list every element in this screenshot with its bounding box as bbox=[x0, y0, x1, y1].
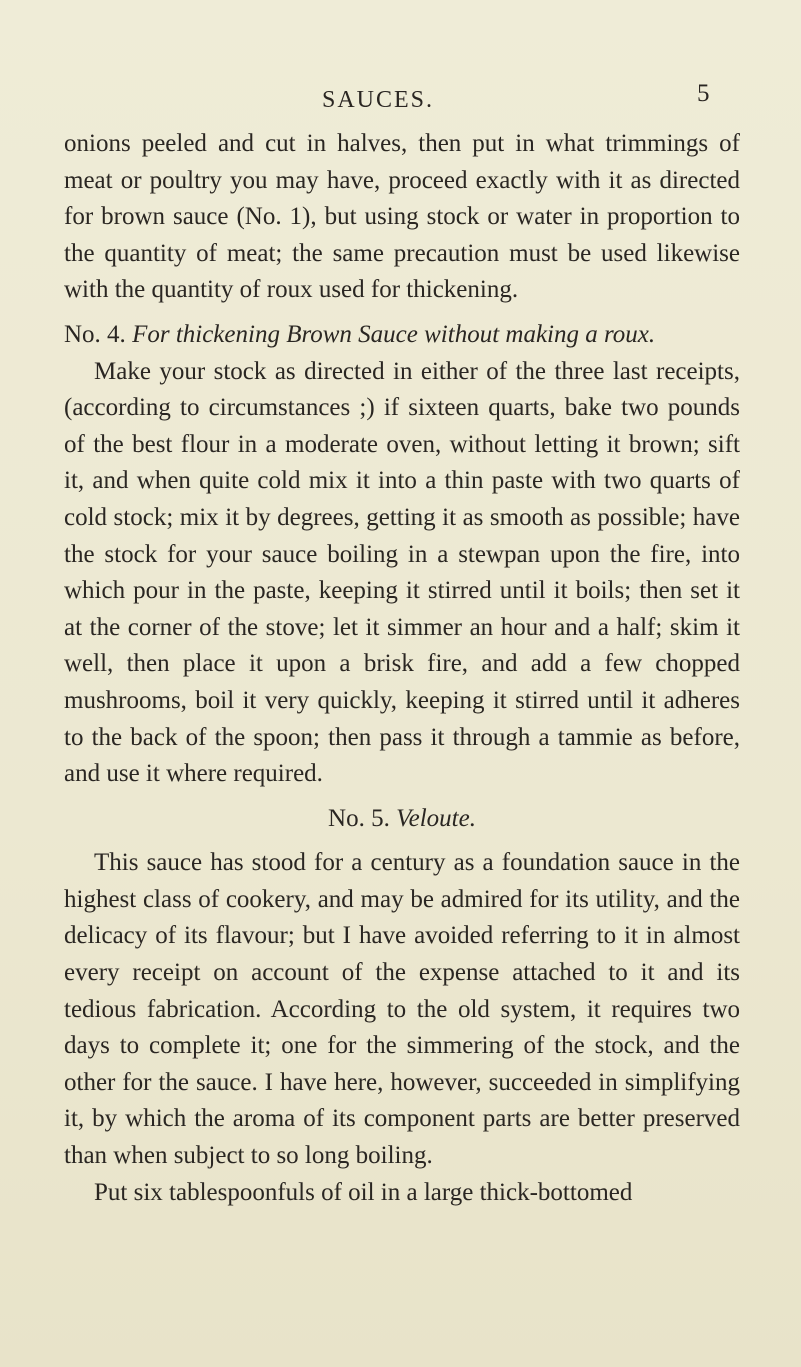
recipe-5-title: Veloute. bbox=[396, 804, 476, 832]
body-text bbox=[64, 126, 740, 1211]
recipe-4-title: For thickening Brown Sauce without making a roux. bbox=[132, 320, 656, 348]
recipe-5-number: No. 5. bbox=[328, 804, 390, 832]
recipe-5-text-continued: Put six tablespoonfuls of oil in a large thick-bottomed bbox=[94, 1178, 633, 1206]
recipe-4-number: No. 4. bbox=[64, 320, 126, 348]
recipe-5-heading bbox=[64, 801, 740, 838]
recipe-5-text: This sauce has stood for a century as a foundation sauce in the highest class of cookery, and may be admired for its utility, and the delicacy of its flavour; but I have avoided referring to it in almost every receipt on account of the expense attached to it and its tedious fabrication. According to the old system, it requires two days to complete it; one for the simmering of the stock, and the other for the sauce. I have here, however, succeeded in simplifying it, by which the aroma of its component parts are better preserved than when subject to so long boiling. bbox=[64, 849, 740, 1170]
recipe-4-text: Make your stock as directed in either of the three last receipts, (according to circumstances ;) if sixteen quarts, bake two pounds of the best flour in a moderate oven, without letting it brown; sift it, and when quite cold mix it into a thin paste with two quarts of cold stock; mix it by degrees, getting it as smooth as possible; have the stock for your sauce boiling in a stewpan upon the fire, into which pour in the paste, keeping it stirred until it boils; then set it at the corner of the stove; let it simmer an hour and a half; skim it well, then place it upon a brisk fire, and add a few chopped mushrooms, boil it very quickly, keeping it stirred until it adheres to the back of the spoon; then pass it through a tammie as before, and use it where required. bbox=[64, 357, 740, 788]
spacer bbox=[64, 309, 740, 317]
running-title: SAUCES. bbox=[322, 87, 435, 113]
recipe-4-heading bbox=[64, 317, 740, 354]
page-number: 5 bbox=[697, 80, 710, 107]
running-head bbox=[0, 82, 801, 118]
spacer bbox=[64, 793, 740, 801]
paragraph-continued: onions peeled and cut in halves, then put in what trimmings of meat or poultry you may have, proceed exactly with it as directed for brown sauce (No. 1), but using stock or water in proportion to the quantity of meat; the same precaution must be used likewise with the quantity of roux used for thickening. bbox=[64, 130, 740, 304]
spacer bbox=[64, 837, 740, 845]
